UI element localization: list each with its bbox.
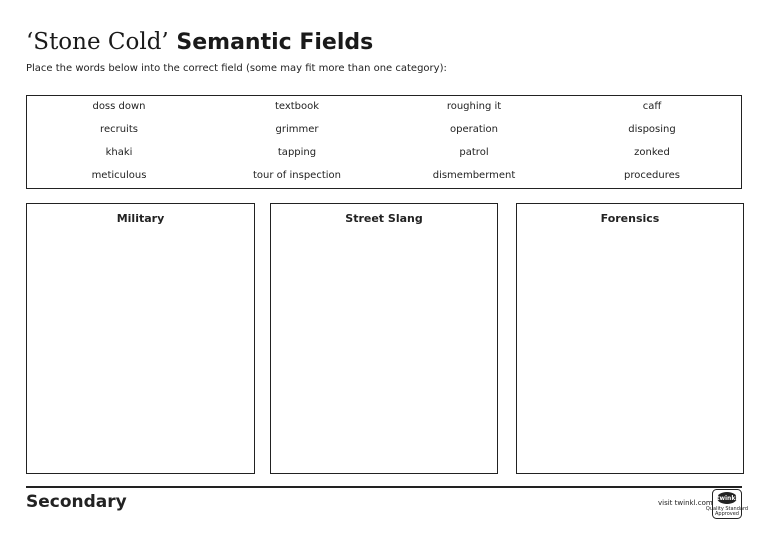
word-khaki[interactable]: khaki	[105, 147, 133, 158]
logo-caption-2: Approved	[715, 511, 739, 517]
category-title-military: Military	[116, 212, 165, 225]
footer-visit-link[interactable]: visit twinkl.com	[658, 499, 713, 507]
word-meticulous[interactable]: meticulous	[91, 170, 147, 181]
logo-caption-1: Quality Standard	[705, 506, 749, 512]
category-box-forensics[interactable]	[516, 203, 744, 474]
word-patrol[interactable]: patrol	[459, 147, 489, 158]
logo-wordmark: twinkl	[716, 495, 738, 502]
word-roughing-it[interactable]: roughing it	[446, 101, 502, 112]
title-part-2: Semantic Fields	[176, 30, 374, 55]
category-title-forensics: Forensics	[600, 212, 660, 225]
footer-divider	[26, 486, 742, 488]
footer-level-label: Secondary	[26, 492, 127, 512]
title-part-1: ‘Stone Cold’	[26, 29, 169, 55]
twinkl-quality-logo-icon	[705, 489, 749, 519]
word-zonked[interactable]: zonked	[634, 147, 670, 158]
word-operation[interactable]: operation	[449, 124, 498, 135]
word-dismemberment[interactable]: dismemberment	[432, 170, 516, 181]
instructions: Place the words below into the correct field (some may fit more than one category):	[26, 63, 447, 74]
word-textbook[interactable]: textbook	[274, 101, 320, 112]
page-title	[26, 26, 373, 58]
category-box-street-slang[interactable]	[270, 203, 498, 474]
word-tour-of-inspection[interactable]: tour of inspection	[253, 170, 341, 181]
word-grimmer[interactable]: grimmer	[275, 124, 319, 135]
word-disposing[interactable]: disposing	[628, 124, 676, 135]
word-tapping[interactable]: tapping	[277, 147, 317, 158]
word-doss-down[interactable]: doss down	[92, 101, 146, 112]
category-title-street-slang: Street Slang	[345, 212, 423, 225]
category-box-military[interactable]	[26, 203, 255, 474]
word-procedures[interactable]: procedures	[624, 170, 680, 181]
word-bank	[26, 95, 742, 189]
word-recruits[interactable]: recruits	[100, 124, 138, 135]
word-caff[interactable]: caff	[642, 101, 662, 112]
